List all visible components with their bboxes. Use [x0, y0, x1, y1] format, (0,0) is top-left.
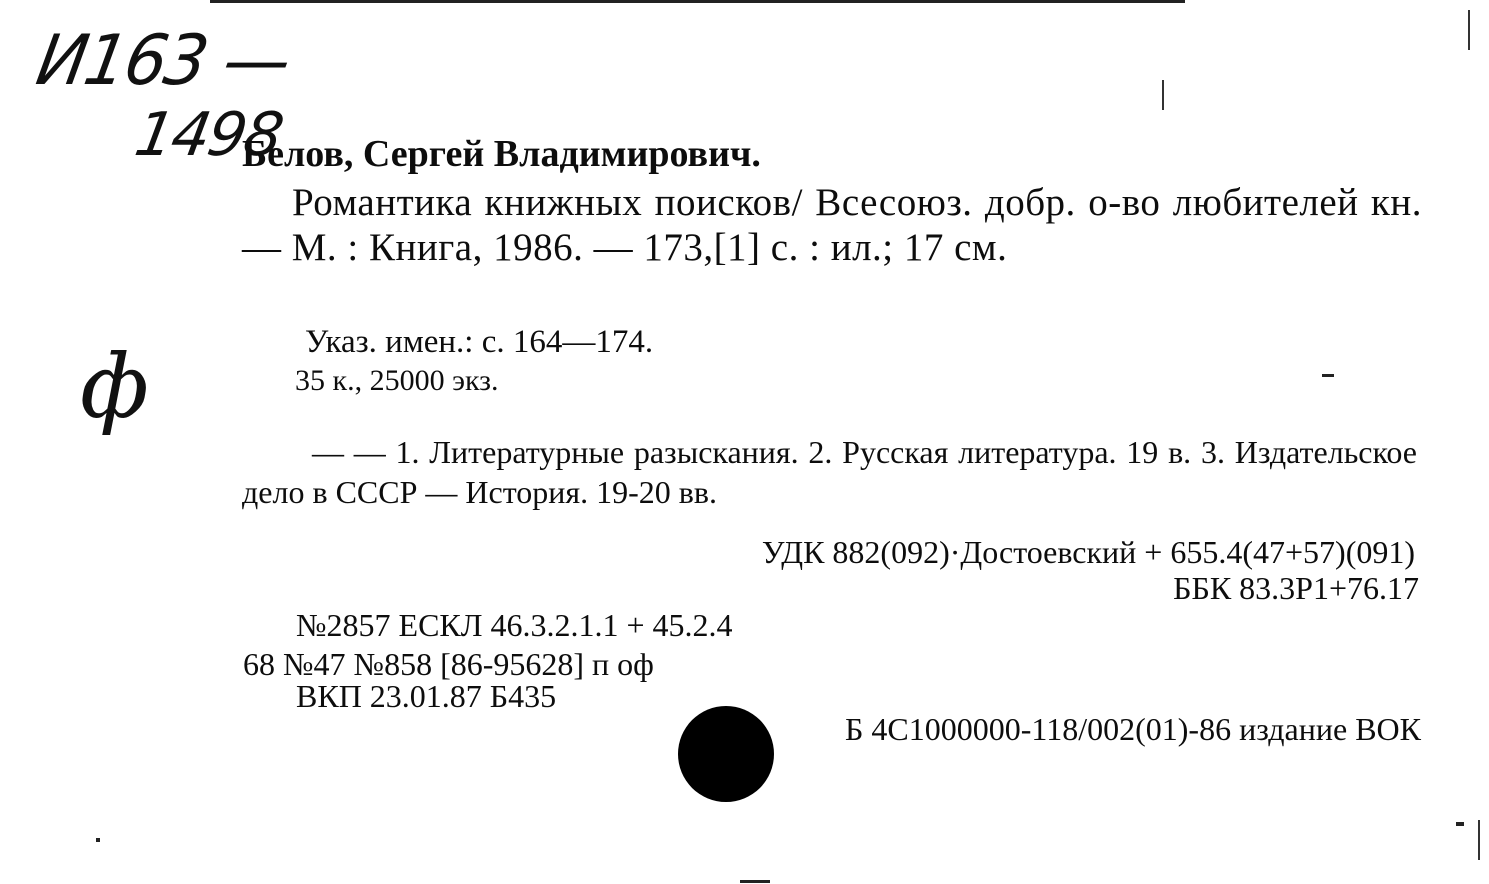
subject-headings: — — 1. Литературные разыскания. 2. Русская литература. 19 в. 3. Издательское дело в СССР — История. 19-20 вв.: [242, 434, 1417, 510]
handwritten-mark: ф: [80, 335, 147, 438]
scan-speck: [1322, 374, 1334, 377]
scan-artifact: [1162, 80, 1164, 110]
punch-hole: [678, 706, 774, 802]
index-note: Указ. имен.: с. 164—174.: [305, 324, 654, 360]
handwritten-call-number-line2: 1498: [129, 100, 287, 170]
scan-speck: [1456, 822, 1464, 826]
handwritten-call-number-line1: И163 —: [30, 20, 296, 101]
card-top-edge: [210, 0, 1185, 3]
scan-artifact: [1468, 10, 1470, 50]
scan-artifact: [1478, 820, 1480, 860]
registration-line-3: ВКП 23.01.87 Б435: [296, 678, 557, 714]
registration-line-1: №2857 ЕСКЛ 46.3.2.1.1 + 45.2.4: [296, 607, 733, 643]
title-description: Романтика книжных поисков/ Всесоюз. добр. о-во любителей кн. — М. : Книга, 1986. — 173,[1] с. : ил.; 17 см.: [242, 181, 1422, 269]
edition-code: Б 4С1000000-118/002(01)-86 издание ВОК: [845, 711, 1421, 747]
registration-line-2: 68 №47 №858 [86-95628] п оф: [243, 646, 654, 682]
udk-code: УДК 882(092)·Достоевский + 655.4(47+57)(091): [761, 534, 1415, 570]
scan-speck: [740, 880, 770, 883]
scan-speck: [96, 838, 100, 842]
bbk-code: ББК 83.3Р1+76.17: [1173, 570, 1419, 606]
author-heading: Белов, Сергей Владимирович.: [242, 133, 761, 175]
price-print-run: 35 к., 25000 экз.: [295, 364, 499, 397]
